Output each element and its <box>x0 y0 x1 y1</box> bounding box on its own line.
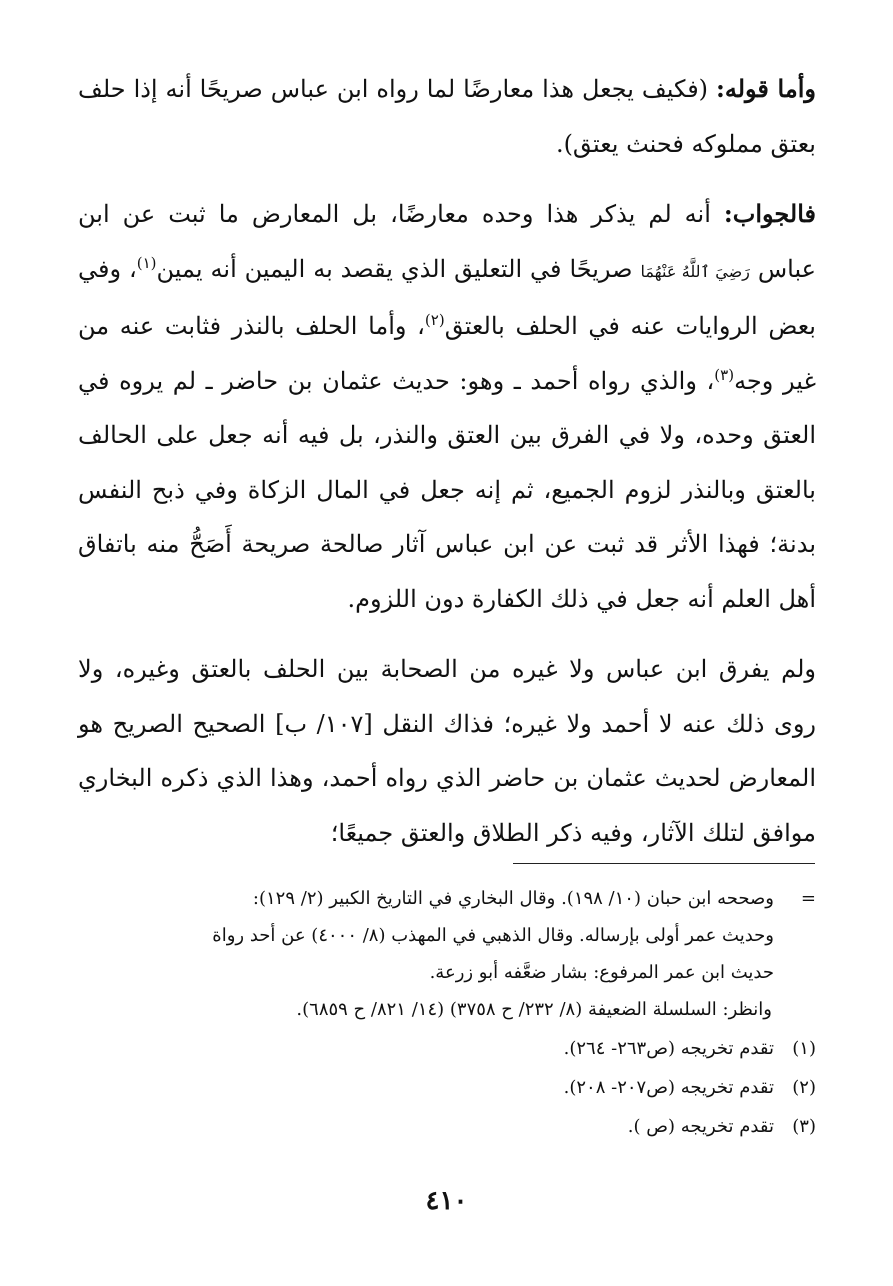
paragraph-text: أنه لم يذكر هذا وحده معارضًا، بل المعارض ما ثبت عن ابن عباس <box>78 200 817 283</box>
footnote-text: تقدم تخريجه (ص ). <box>627 1116 774 1137</box>
footnote-divider <box>513 863 815 864</box>
footnote-ref-1[interactable]: (١) <box>136 253 157 272</box>
footnotes <box>78 880 816 1145</box>
paragraph-lead: فالجواب: <box>723 199 816 228</box>
paragraph-text: صريحًا في التعليق الذي يقصد به اليمين أنه يمين <box>156 254 641 283</box>
footnote-2 <box>78 1069 816 1106</box>
footnote-ref-3[interactable]: (٣) <box>714 365 735 384</box>
footnote-number: (١) <box>792 1038 816 1059</box>
footnote-continuation <box>78 880 816 1028</box>
continuation-mark: = <box>800 888 816 909</box>
footnote-number: (٢) <box>792 1077 816 1098</box>
paragraph-text: ولم يفرق ابن عباس ولا غيره من الصحابة بين الحلف بالعتق وغيره، ولا روى ذلك عنه لا أحمد ولا غيره؛ فذاك النقل [١٠٧/ ب] الصحيح الصريح هو المعارض لحديث عثمان بن حاضر الذي رواه أحمد، وهذا الذي ذكره البخاري موافق لتلك الآثار، وفيه ذكر الطلاق والعتق جميعًا؛ <box>78 655 816 847</box>
footnote-3 <box>78 1108 816 1145</box>
footnote-1 <box>78 1030 816 1067</box>
paragraph-text: ، وفي بعض الروايات عنه في الحلف بالعتق <box>78 254 816 340</box>
footnote-line: وانظر: السلسلة الضعيفة (٨/ ٢٣٢/ ح ٣٧٥٨) (١٤/ ٨٢١/ ح ٦٨٥٩). <box>296 999 772 1020</box>
paragraph-answer <box>78 187 816 626</box>
page-number: ٤١٠ <box>425 1186 468 1216</box>
footnote-text: تقدم تخريجه (ص٢٠٧- ٢٠٨). <box>563 1077 774 1098</box>
paragraph-objection <box>78 62 816 171</box>
footnote-ref-2[interactable]: (٢) <box>424 311 445 329</box>
paragraph-text: ، وأما الحلف بالنذر فثابت عنه من غير وجه <box>78 312 816 395</box>
continuation-body <box>78 880 774 1028</box>
main-text <box>78 62 816 860</box>
paragraph-continuation <box>78 642 816 860</box>
paragraph-text: ، والذي رواه أحمد ـ وهو: حديث عثمان بن حاضر ـ لم يروه في العتق وحده، ولا في الفرق بين العتق والنذر، بل فيه أنه جعل على الحالف بالعتق وبالنذر لزوم الجميع، ثم إنه جعل في المال الزكاة وفي ذبح النفس بدنة؛ فهذا الأثر قد ثبت عن ابن عباس آثار صالحة صريحة أَصَحُّ منه باتفاق أهل العلم أنه جعل في ذلك الكفارة دون اللزوم. <box>78 366 817 613</box>
footnote-line: حديث ابن عمر المرفوع: بشار ضعَّفه أبو زرعة. <box>429 962 774 983</box>
footnote-line: وصححه ابن حبان (١٠/ ١٩٨). وقال البخاري في التاريخ الكبير (٢/ ١٢٩): <box>252 888 774 909</box>
honorific-phrase: رَضِيَ ٱللَّهُ عَنْهُمَا <box>640 261 750 281</box>
footnote-line: وحديث عمر أولى بإرساله. وقال الذهبي في المهذب (٨/ ٤٠٠٠) عن أحد رواة <box>212 925 774 946</box>
paragraph-text: (فكيف يجعل هذا معارضًا لما رواه ابن عباس صريحًا أنه إذا حلف بعتق مملوكه فحنث يعتق). <box>78 75 816 158</box>
footnote-text: تقدم تخريجه (ص٢٦٣- ٢٦٤). <box>563 1038 774 1059</box>
footnote-number: (٣) <box>792 1116 816 1137</box>
paragraph-lead: وأما قوله: <box>715 74 816 103</box>
